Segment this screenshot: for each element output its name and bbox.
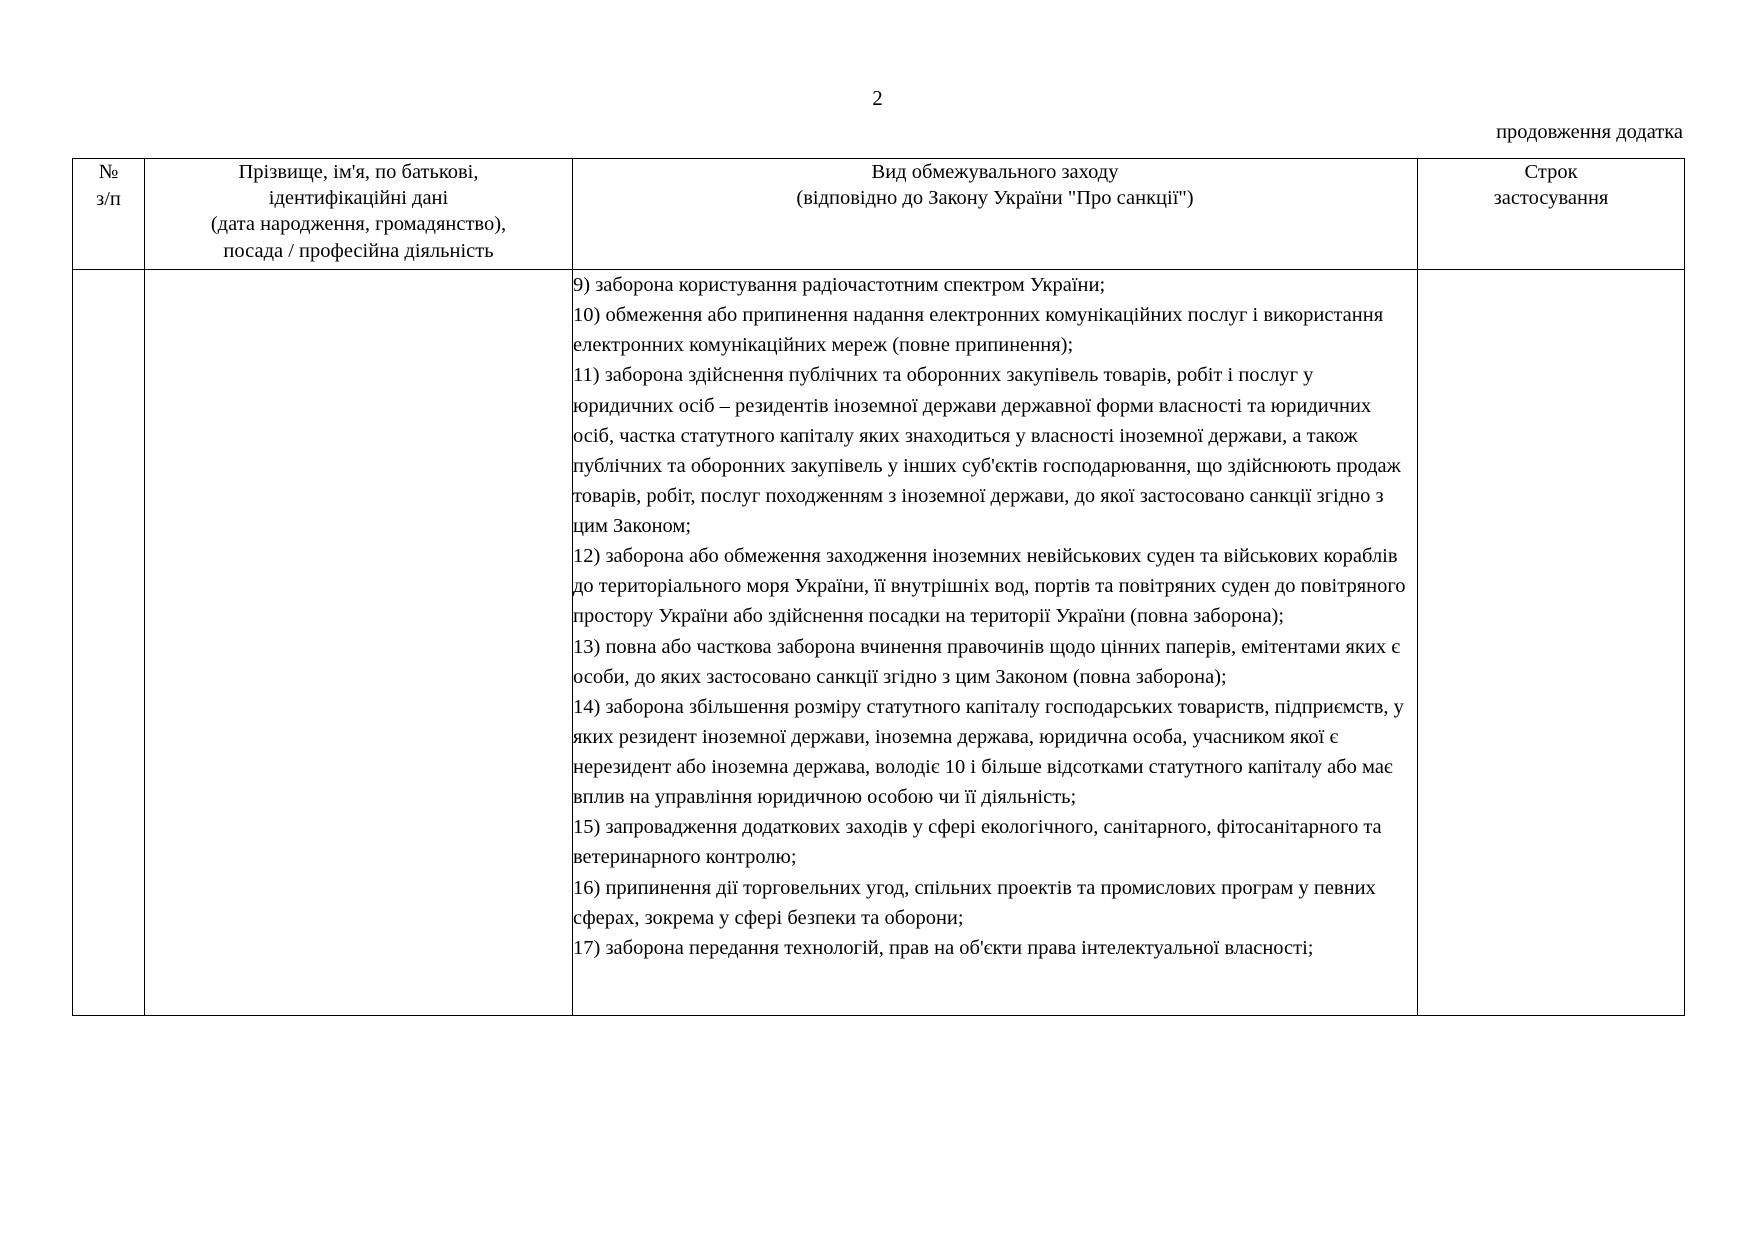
- column-header-measure: [573, 159, 1418, 270]
- column-header-number: [73, 159, 145, 270]
- column-header-measure-line2: (відповідно до Закону України "Про санкції"): [796, 187, 1194, 210]
- column-header-term: [1418, 159, 1685, 270]
- table-body: [73, 270, 1685, 1016]
- measure-item: 14) заборона збільшення розміру статутного капіталу господарських товариств, підприємств, у яких резидент іноземної держави, іноземна держава, юридична особа, учасником якої є нерезидент або іноземна держава, володіє 10 і більше відсотками статутного капіталу або має вплив на управління юридичною особою чи її діяльність;: [573, 695, 1404, 809]
- table-row: [73, 270, 1685, 1016]
- column-header-number-line2: з/п: [96, 187, 121, 210]
- column-header-person-line3: (дата народження, громадянство),: [210, 213, 507, 236]
- table-header: [73, 159, 1685, 270]
- column-header-person-line4: посада / професійна діяльність: [223, 239, 494, 262]
- cell-number: [73, 270, 145, 1016]
- measure-item: 17) заборона передання технологій, прав на об'єкти права інтелектуальної власності;: [573, 936, 1314, 959]
- cell-measure-list: [573, 270, 1418, 1016]
- sanctions-table: [72, 158, 1685, 1016]
- page-number: 2: [872, 86, 883, 110]
- column-header-person: [145, 159, 573, 270]
- measure-item: 16) припинення дії торговельних угод, спільних проектів та промислових програм у певних сферах, зокрема у сфері безпеки та оборони;: [573, 876, 1376, 929]
- column-header-term-line2: застосування: [1493, 187, 1609, 210]
- column-header-person-line2: ідентифікаційні дані: [268, 187, 449, 210]
- measure-item: 9) заборона користування радіочастотним спектром України;: [573, 274, 1106, 296]
- cell-person: [145, 270, 573, 1016]
- measure-item: 15) запровадження додаткових заходів у сфері екологічного, санітарного, фітосанітарного та ветеринарного контролю;: [573, 816, 1382, 869]
- measure-item: 10) обмеження або припинення надання електронних комунікаційних послуг і використання електронних комунікаційних мереж (повне припинення);: [573, 304, 1384, 357]
- table-header-row: [73, 159, 1685, 270]
- column-header-person-line1: Прізвище, ім'я, по батькові,: [238, 161, 479, 183]
- column-header-measure-line1: Вид обмежувального заходу: [871, 161, 1119, 183]
- cell-term: [1418, 270, 1685, 1016]
- column-header-number-line1: №: [98, 161, 119, 183]
- measure-item: 12) заборона або обмеження заходження іноземних невійськових суден та військових кораблів до територіального моря України, її внутрішніх вод, портів та повітряних суден до повітряного простору України або здійснення посадки на території України (повна заборона);: [573, 545, 1406, 628]
- measure-item: 13) повна або часткова заборона вчинення правочинів щодо цінних паперів, емітентами яких є особи, до яких застосовано санкції згідно з цим Законом (повна заборона);: [573, 635, 1401, 688]
- measure-item: 11) заборона здійснення публічних та оборонних закупівель товарів, робіт і послуг у юридичних осіб – резидентів іноземної держави державної форми власності та юридичних осіб, частка статутного капіталу яких знаходиться у власності іноземної держави, а також публічних та оборонних закупівель у інших суб'єктів господарювання, що здійснюють продаж товарів, робіт, послуг походженням з іноземної держави, до якої застосовано санкції згідно з цим Законом;: [573, 364, 1401, 537]
- column-header-term-line1: Строк: [1524, 161, 1578, 183]
- continuation-label: продовження додатка: [1496, 121, 1683, 143]
